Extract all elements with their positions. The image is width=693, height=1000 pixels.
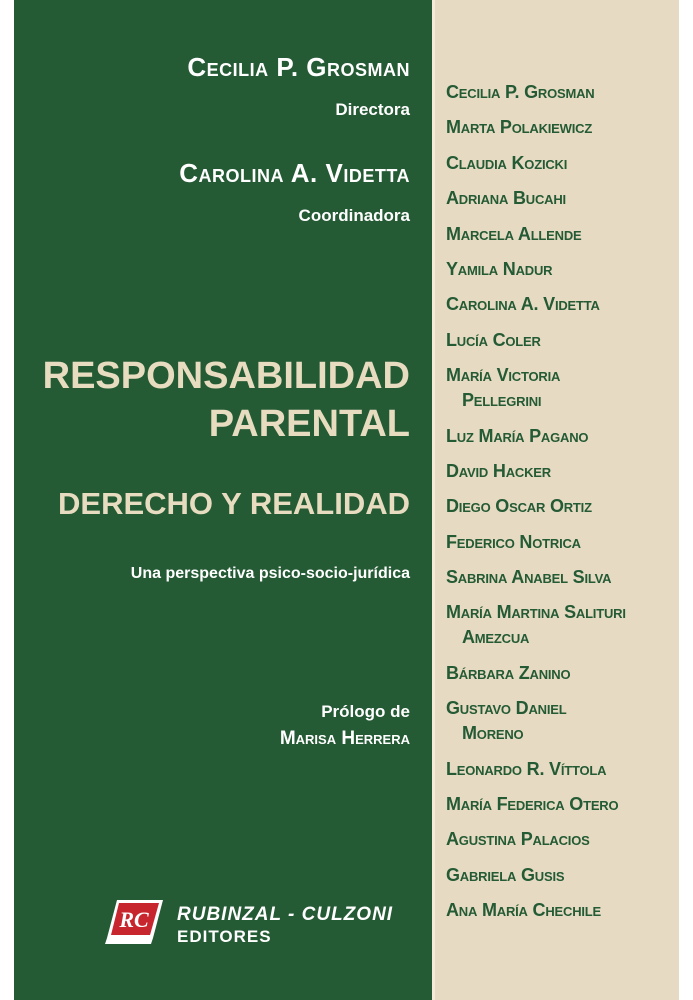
author-name (446, 530, 678, 555)
author-name (446, 151, 678, 176)
author-name-line: Federico Notrica (446, 531, 581, 552)
author-name-line: María Federica Otero (446, 794, 619, 815)
author-name-line: Carolina A. Videtta (446, 294, 600, 315)
author-name (446, 661, 678, 686)
author-name-line: Marta Polakiewicz (446, 117, 593, 138)
author-name (446, 494, 678, 519)
author-name (446, 363, 678, 413)
author-name (446, 696, 678, 746)
author-name-line: Marcela Allende (446, 223, 582, 244)
publisher-block (105, 896, 425, 956)
author-name-line: Luz María Pagano (446, 425, 589, 446)
book-subtitle: DERECHO Y REALIDAD (58, 486, 410, 521)
book-tagline: Una perspectiva psico-socio-jurídica (130, 565, 410, 582)
author-name-line: María Victoria (446, 365, 561, 386)
publisher-name: RUBINZAL - CULZONI (177, 904, 394, 925)
director-role: Directora (335, 100, 410, 119)
director-name: Cecilia P. Grosman (187, 52, 410, 82)
coordinator-role: Coordinadora (298, 206, 410, 225)
author-name-line: María Martina Salituri (446, 602, 626, 623)
author-name (446, 292, 678, 317)
author-name (446, 565, 678, 590)
author-name (446, 257, 678, 282)
author-name-line: Adriana Bucahi (446, 188, 566, 209)
author-name (446, 186, 678, 211)
author-name (446, 222, 678, 247)
svg-text:RC: RC (119, 907, 149, 932)
publisher-logo-icon (105, 898, 165, 946)
author-name (446, 792, 678, 817)
author-name-line: Cecilia P. Grosman (446, 82, 595, 102)
coordinator-name: Carolina A. Videtta (179, 158, 410, 188)
prologue-author: Marisa Herrera (279, 728, 410, 749)
author-name-line: Gabriela Gusis (446, 864, 565, 885)
author-name (446, 115, 678, 140)
author-name (446, 898, 678, 923)
author-list (446, 80, 678, 934)
author-name-line: Agustina Palacios (446, 829, 590, 850)
author-name-line: Leonardo R. Víttola (446, 758, 607, 779)
author-name (446, 827, 678, 852)
title-line-1: RESPONSABILIDAD (42, 355, 410, 397)
author-name-line: Yamila Nadur (446, 258, 553, 279)
author-name-line: Amezcua (462, 627, 530, 648)
author-name-line: Moreno (462, 723, 524, 744)
prologue-label: Prólogo de (321, 702, 410, 721)
author-name (446, 80, 678, 105)
author-name-line: Diego Oscar Ortiz (446, 496, 592, 517)
author-name (446, 600, 678, 650)
author-name (446, 328, 678, 353)
author-name (446, 459, 678, 484)
author-name-line: Lucía Coler (446, 329, 541, 350)
author-name-line: Pellegrini (462, 390, 542, 411)
author-name-line: Gustavo Daniel (446, 698, 567, 719)
author-name (446, 424, 678, 449)
title-line-2: PARENTAL (208, 403, 410, 445)
author-name-line: Sabrina Anabel Silva (446, 567, 612, 588)
author-name-line: Ana María Chechile (446, 900, 602, 921)
author-name-line: David Hacker (446, 460, 551, 481)
book-title (43, 352, 410, 448)
author-name-line: Bárbara Zanino (446, 662, 571, 683)
author-name-line: Claudia Kozicki (446, 152, 568, 173)
author-name (446, 863, 678, 888)
author-name (446, 757, 678, 782)
publisher-subtitle: EDITORES (177, 927, 272, 946)
